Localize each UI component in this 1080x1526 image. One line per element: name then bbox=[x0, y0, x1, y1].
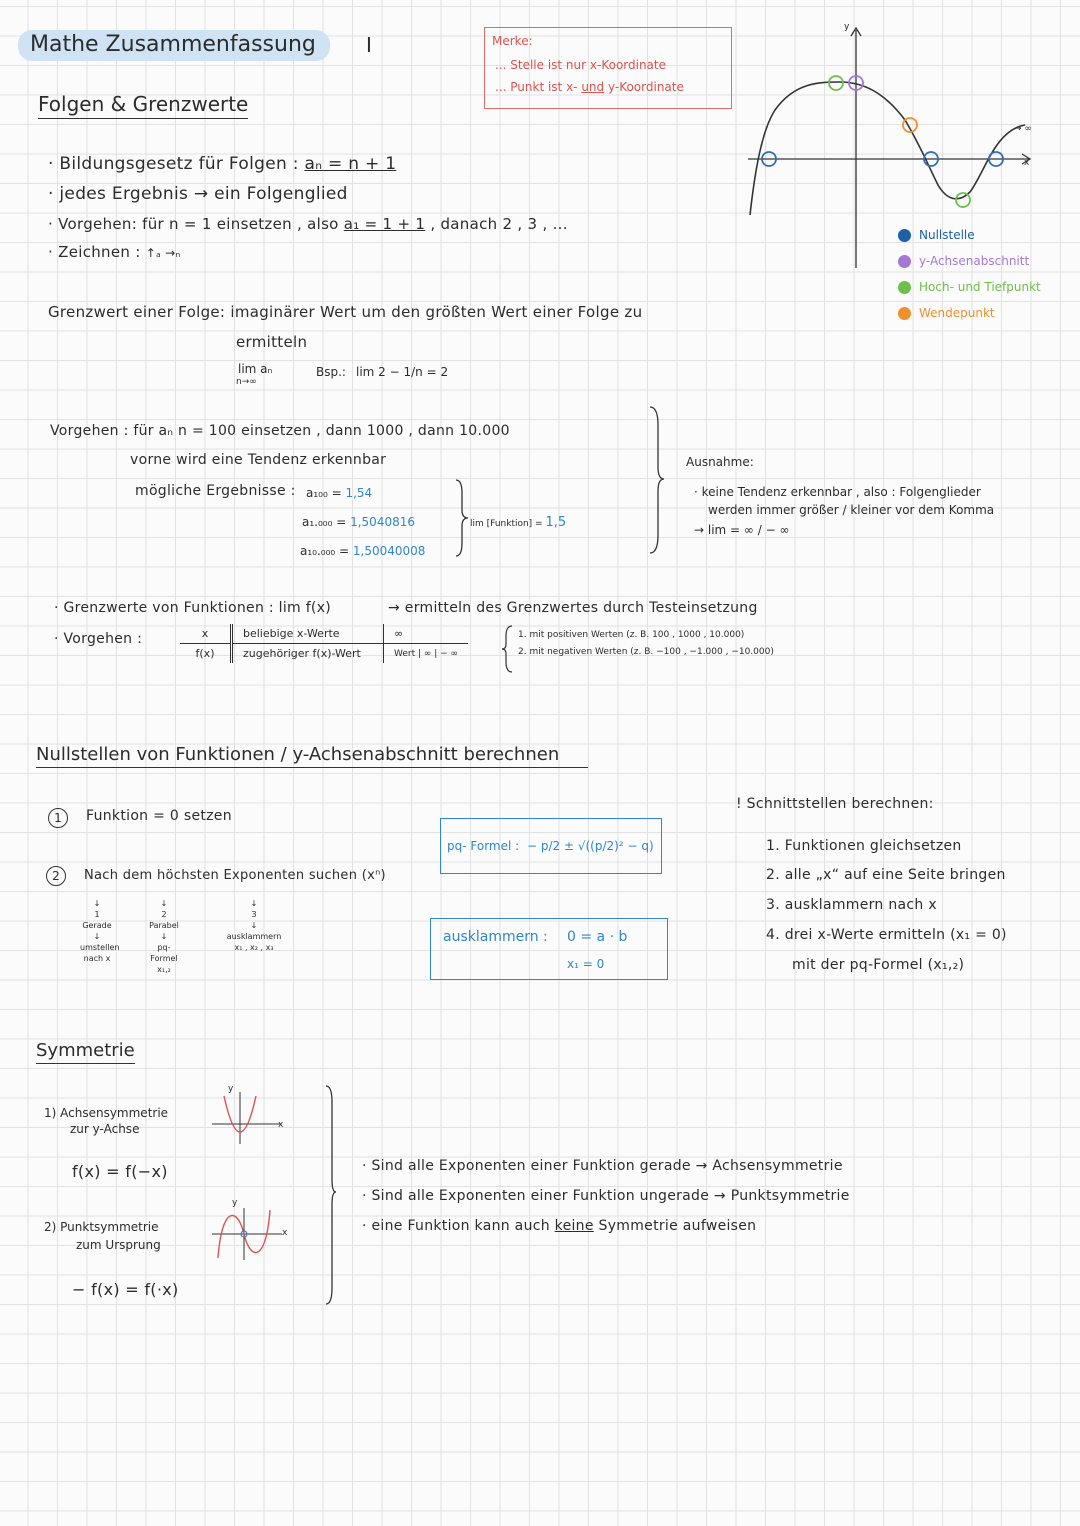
schnitt-step-1: 1. Funktionen gleichsetzen bbox=[766, 838, 962, 854]
vorgehen-line: · Vorgehen: für n = 1 einsetzen , also a₁ = 1 + 1 , danach 2 , 3 , ... bbox=[48, 215, 568, 233]
circle-icon bbox=[898, 229, 911, 242]
circle-icon bbox=[898, 307, 911, 320]
arrow-down-icon: ↓ bbox=[93, 899, 101, 908]
table-row: x beliebige x-Werte ∞ bbox=[180, 624, 468, 644]
merke-box bbox=[484, 27, 732, 109]
bildungsgesetz-line: · Bildungsgesetz für Folgen : aₙ = n + 1 bbox=[48, 154, 397, 174]
ausnahme-line2: werden immer größer / kleiner vor dem Komma bbox=[708, 503, 995, 517]
function-curve bbox=[750, 82, 1025, 215]
tree-branch-ausklammern: ↓ 3 ↓ ausklammern x₁ , x₂ , x₃ bbox=[224, 898, 284, 953]
moegliche-ergebnisse: mögliche Ergebnisse : bbox=[135, 483, 296, 499]
schnitt-step-2: 2. alle „x“ auf eine Seite bringen bbox=[766, 867, 1006, 883]
step-1-text: Funktion = 0 setzen bbox=[86, 808, 232, 824]
ausnahme-line1: · keine Tendenz erkennbar , also : Folgenglieder bbox=[694, 485, 981, 499]
zeichnen-line: · Zeichnen : ↑ₐ →ₙ bbox=[48, 243, 181, 261]
table-row: f(x) zugehöriger f(x)-Wert Wert | ∞ | − ∞ bbox=[180, 644, 468, 664]
ausklammern-x1: x₁ = 0 bbox=[567, 957, 605, 971]
schnitt-step-3: 3. ausklammern nach x bbox=[766, 897, 937, 913]
legend-item-y-achsenabschnitt: y-Achsenabschnitt bbox=[898, 254, 1041, 268]
achsensymmetrie-formula: f(x) = f(−x) bbox=[72, 1162, 168, 1181]
ausklammern-formula: 0 = a · b bbox=[567, 929, 628, 945]
ausnahme-title: Ausnahme: bbox=[686, 455, 754, 469]
symmetrie-rule-1: · Sind alle Exponenten einer Funktion gerade → Achsensymmetrie bbox=[362, 1158, 843, 1174]
grenzwert-funktion-line: · Grenzwerte von Funktionen : lim f(x) bbox=[54, 600, 332, 616]
tree-branch-gerade: ↓ 1 Gerade ↓ umstellen nach x bbox=[80, 899, 120, 963]
pq-label: pq- Formel : bbox=[447, 839, 520, 853]
vorgehen-brace bbox=[648, 405, 668, 555]
sym2-axis-x: x bbox=[282, 1228, 288, 1238]
ausklammern-label: ausklammern : bbox=[443, 929, 548, 945]
result-a10000: a₁₀.₀₀₀ = 1,50040008 bbox=[300, 544, 426, 558]
lim-an: lim aₙ bbox=[238, 362, 273, 376]
test-negativ: 2. mit negativen Werten (z. B. −100 , −1.000 , −10.000) bbox=[518, 647, 774, 657]
sym1-axis-x: x bbox=[278, 1120, 284, 1130]
ausnahme-line3: → lim = ∞ / − ∞ bbox=[694, 523, 790, 537]
legend-item-wendepunkt: Wendepunkt bbox=[898, 306, 1041, 320]
arrow-down-icon: ↓ bbox=[93, 932, 101, 941]
punktsymmetrie-formula: − f(x) = f(·x) bbox=[72, 1280, 179, 1299]
arrow-down-icon: ↓ bbox=[250, 921, 258, 930]
punktsymmetrie-sub: zum Ursprung bbox=[76, 1238, 161, 1252]
arrow-down-icon: ↓ bbox=[250, 899, 258, 908]
result-a100: a₁₀₀ = 1,54 bbox=[306, 486, 373, 500]
lim-result: lim [Funktion] = 1,5 bbox=[470, 515, 567, 530]
test-positiv: 1. mit positiven Werten (z. B. 100 , 1000 , 10.000) bbox=[518, 630, 745, 640]
tiefpunkt-marker bbox=[956, 193, 970, 207]
merke-line2: ... Punkt ist x- und y-Koordinate bbox=[495, 80, 684, 94]
tendenz-line: vorne wird eine Tendenz erkennbar bbox=[130, 452, 387, 468]
step-2-text: Nach dem höchsten Exponenten suchen (xⁿ) bbox=[84, 868, 386, 883]
sym1-axis-y: y bbox=[228, 1084, 234, 1094]
page-number: I bbox=[366, 33, 373, 57]
merke-line1: ... Stelle ist nur x-Koordinate bbox=[495, 58, 666, 72]
graph-infinity: → ∞ bbox=[1014, 124, 1032, 134]
lim-an-sub: n→∞ bbox=[236, 377, 257, 387]
bsp-label: Bsp.: bbox=[316, 365, 346, 379]
section-heading-nullstellen: Nullstellen von Funktionen / y-Achsenabschnitt berechnen bbox=[36, 744, 588, 768]
result-brace bbox=[452, 478, 472, 558]
testeinsetzung-line: → ermitteln des Grenzwertes durch Testeinsetzung bbox=[388, 600, 758, 616]
ausklammern-box bbox=[430, 918, 668, 980]
schnitt-step-4: 4. drei x-Werte ermitteln (x₁ = 0) bbox=[766, 927, 1007, 943]
arrow-down-icon: ↓ bbox=[160, 899, 168, 908]
pq-formula: − p/2 ± √((p/2)² − q) bbox=[527, 839, 654, 853]
wertetabelle bbox=[180, 624, 468, 663]
schnitt-step-4b: mit der pq-Formel (x₁,₂) bbox=[792, 957, 965, 973]
achsensymmetrie-title: 1) Achsensymmetrie bbox=[44, 1106, 169, 1120]
section-heading-symmetrie: Symmetrie bbox=[36, 1040, 135, 1064]
sym2-axis-y: y bbox=[232, 1198, 238, 1208]
step-number-2: 2 bbox=[46, 866, 66, 886]
test-brace bbox=[502, 624, 516, 674]
schnittstellen-title: ! Schnittstellen berechnen: bbox=[736, 796, 934, 812]
symmetrie-rule-2: · Sind alle Exponenten einer Funktion ungerade → Punktsymmetrie bbox=[362, 1188, 850, 1204]
vorgehen-funktion: · Vorgehen : bbox=[54, 631, 143, 647]
grenzwert-folge-line2: ermitteln bbox=[236, 333, 308, 351]
graph-axis-y: y bbox=[844, 22, 850, 32]
symmetrie-brace bbox=[322, 1084, 338, 1306]
circle-icon bbox=[898, 255, 911, 268]
cubic-sketch bbox=[210, 1204, 290, 1264]
result-a1000: a₁.₀₀₀ = 1,5040816 bbox=[302, 515, 415, 529]
parabola-sketch bbox=[210, 1088, 290, 1148]
symmetrie-rule-3: · eine Funktion kann auch keine Symmetrie aufweisen bbox=[362, 1218, 757, 1234]
vorgehen-grenzwert-line: Vorgehen : für aₙ n = 100 einsetzen , dann 1000 , dann 10.000 bbox=[50, 423, 510, 439]
merke-title: Merke: bbox=[492, 34, 533, 48]
legend-item-hoch-tiefpunkt: Hoch- und Tiefpunkt bbox=[898, 280, 1041, 294]
graph-axis-x: x bbox=[1024, 158, 1030, 168]
punktsymmetrie-title: 2) Punktsymmetrie bbox=[44, 1220, 159, 1234]
graph-legend bbox=[898, 228, 1041, 320]
achsensymmetrie-sub: zur y-Achse bbox=[70, 1122, 140, 1136]
page-title: Mathe Zusammenfassung bbox=[18, 30, 330, 61]
arrow-down-icon: ↓ bbox=[160, 932, 168, 941]
grenzwert-folge-line: Grenzwert einer Folge: imaginärer Wert um den größten Wert einer Folge zu bbox=[48, 303, 643, 321]
pq-formel-box bbox=[440, 818, 662, 874]
step-number-1: 1 bbox=[48, 808, 68, 828]
tree-branch-parabel: ↓ 2 Parabel ↓ pq-Formel x₁,₂ bbox=[144, 898, 184, 975]
hochpunkt-marker bbox=[829, 76, 843, 90]
ergebnis-line: · jedes Ergebnis → ein Folgenglied bbox=[48, 184, 348, 204]
bsp-formula: lim 2 − 1/n = 2 bbox=[356, 365, 449, 379]
circle-icon bbox=[898, 281, 911, 294]
section-heading-folgen: Folgen & Grenzwerte bbox=[38, 92, 248, 119]
legend-item-nullstelle: Nullstelle bbox=[898, 228, 1041, 242]
